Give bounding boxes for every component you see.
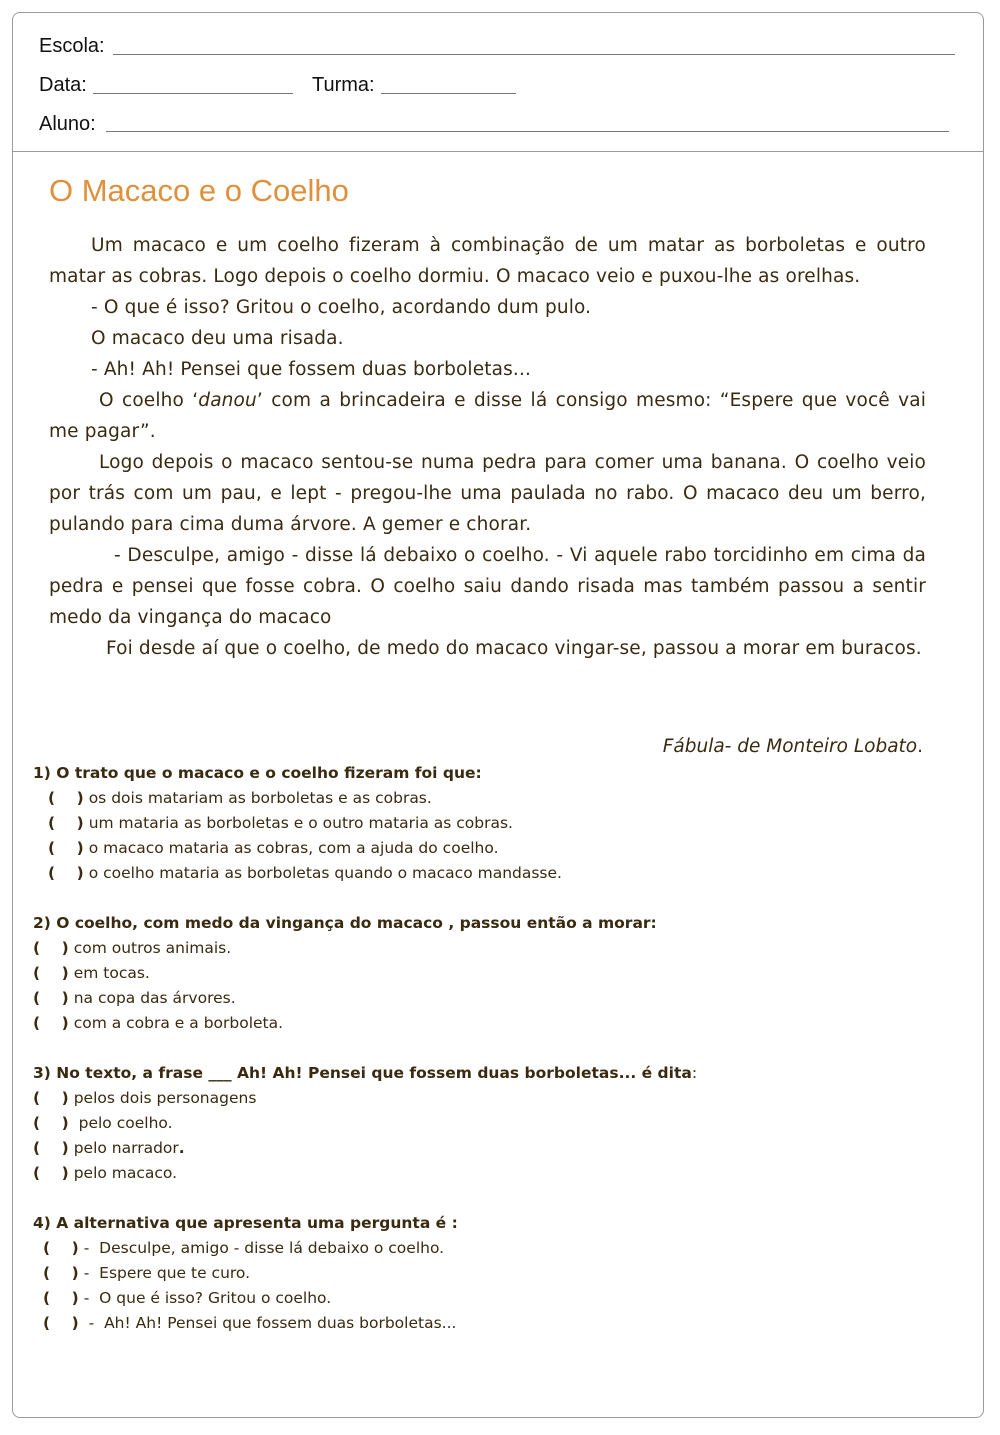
checkbox-parens[interactable]: ( ) (33, 1164, 69, 1182)
student-line (106, 131, 949, 132)
checkbox-parens[interactable]: ( ) (43, 1264, 79, 1282)
checkbox-parens[interactable]: ( ) (33, 1114, 69, 1132)
option-text: o macaco mataria as cobras, com a ajuda do coelho. (88, 839, 499, 857)
answer-option[interactable] (33, 986, 657, 1011)
option-text: pelos dois personagens (73, 1089, 257, 1107)
class-line (381, 93, 516, 94)
question-4 (33, 1211, 458, 1336)
paragraph: Um macaco e um coelho fizeram à combinação de um matar as borboletas e outro matar as cobras. Logo depois o coelho dormiu. O macaco veio e puxou-lhe as orelhas. (49, 235, 926, 287)
question-title: 1) O trato que o macaco e o coelho fizeram foi que: (33, 764, 482, 782)
checkbox-parens[interactable]: ( ) (48, 839, 84, 857)
question-2 (33, 911, 657, 1036)
worksheet (12, 12, 984, 1418)
option-text: - O que é isso? Gritou o coelho. (83, 1289, 332, 1307)
answer-option[interactable] (33, 1011, 657, 1036)
paragraph: - O que é isso? Gritou o coelho, acordando dum pulo. (91, 297, 592, 318)
checkbox-parens[interactable]: ( ) (48, 864, 84, 882)
answer-option[interactable] (33, 1311, 458, 1336)
text-span: ’ com a brincadeira e disse lá consigo mesmo: “Espere que você vai me pagar”. (49, 390, 926, 442)
checkbox-parens[interactable]: ( ) (33, 989, 69, 1007)
option-text: os dois matariam as borboletas e as cobras. (88, 789, 432, 807)
attribution-period: . (917, 736, 923, 757)
class-label: Turma: (312, 74, 375, 96)
paragraph: Foi desde aí que o coelho, de medo do macaco vingar-se, passou a morar em buracos. (106, 638, 922, 659)
checkbox-parens[interactable]: ( ) (48, 789, 84, 807)
answer-option[interactable] (33, 961, 657, 986)
paragraph: Logo depois o macaco sentou-se numa pedra para comer uma banana. O coelho veio por trás com um pau, e lept - pregou-lhe uma paulada no rabo. O macaco deu um berro, pulando para cima duma árvore. A gemer e chorar. (49, 452, 926, 535)
answer-option[interactable] (33, 861, 562, 886)
answer-option[interactable] (33, 1086, 697, 1111)
answer-option[interactable] (33, 811, 562, 836)
date-line (93, 93, 293, 94)
option-text: em tocas. (73, 964, 150, 982)
option-text: pelo coelho. (73, 1114, 173, 1132)
story-text (49, 230, 926, 664)
answer-option[interactable] (33, 1136, 697, 1161)
checkbox-parens[interactable]: ( ) (43, 1289, 79, 1307)
answer-option[interactable] (33, 1236, 458, 1261)
answer-option[interactable] (33, 1111, 697, 1136)
paragraph (49, 385, 926, 447)
answer-option[interactable] (33, 1161, 697, 1186)
italic-word: danou (198, 390, 257, 411)
student-label: Aluno: (39, 113, 96, 135)
option-text: - Ah! Ah! Pensei que fossem duas borboletas... (83, 1314, 457, 1332)
option-text: com a cobra e a borboleta. (73, 1014, 284, 1032)
checkbox-parens[interactable]: ( ) (48, 814, 84, 832)
answer-option[interactable] (33, 786, 562, 811)
question-title-line (33, 1061, 697, 1086)
checkbox-parens[interactable]: ( ) (43, 1314, 79, 1332)
attribution-text: Fábula- de Monteiro Lobato (662, 736, 918, 757)
school-label: Escola: (39, 35, 105, 57)
paragraph: - Desculpe, amigo - disse lá debaixo o coelho. - Vi aquele rabo torcidinho em cima da pedra e pensei que fosse cobra. O coelho saiu dando risada mas também passou a sentir medo da vingança do macaco (49, 545, 926, 628)
attribution (663, 736, 923, 757)
question-3 (33, 1061, 697, 1186)
answer-option[interactable] (33, 1286, 458, 1311)
option-text: - Espere que te curo. (83, 1264, 251, 1282)
option-period: . (178, 1139, 185, 1157)
date-label: Data: (39, 74, 87, 96)
text-span: O coelho ‘ (99, 390, 199, 411)
answer-option[interactable] (33, 1261, 458, 1286)
option-text: na copa das árvores. (73, 989, 236, 1007)
option-text: o coelho mataria as borboletas quando o macaco mandasse. (88, 864, 562, 882)
checkbox-parens[interactable]: ( ) (33, 1089, 69, 1107)
header-section (13, 13, 983, 152)
question-title: 4) A alternativa que apresenta uma pergunta é : (33, 1214, 458, 1232)
option-text: um mataria as borboletas e o outro mataria as cobras. (88, 814, 513, 832)
paragraph: O macaco deu uma risada. (91, 328, 344, 349)
question-title-colon: : (691, 1064, 698, 1082)
checkbox-parens[interactable]: ( ) (33, 964, 69, 982)
checkbox-parens[interactable]: ( ) (33, 939, 69, 957)
question-title: 3) No texto, a frase ___ Ah! Ah! Pensei que fossem duas borboletas... é dita (33, 1064, 692, 1082)
answer-option[interactable] (33, 936, 657, 961)
story-title: O Macaco e o Coelho (49, 173, 349, 208)
paragraph: - Ah! Ah! Pensei que fossem duas borboletas... (91, 359, 532, 380)
question-title: 2) O coelho, com medo da vingança do macaco , passou então a morar: (33, 914, 657, 932)
question-1 (33, 761, 562, 886)
answer-option[interactable] (33, 836, 562, 861)
checkbox-parens[interactable]: ( ) (43, 1239, 79, 1257)
school-line (113, 54, 955, 55)
option-text: com outros animais. (73, 939, 232, 957)
checkbox-parens[interactable]: ( ) (33, 1014, 69, 1032)
option-text: - Desculpe, amigo - disse lá debaixo o coelho. (83, 1239, 445, 1257)
checkbox-parens[interactable]: ( ) (33, 1139, 69, 1157)
option-text: pelo macaco. (73, 1164, 178, 1182)
option-text: pelo narrador (73, 1139, 179, 1157)
